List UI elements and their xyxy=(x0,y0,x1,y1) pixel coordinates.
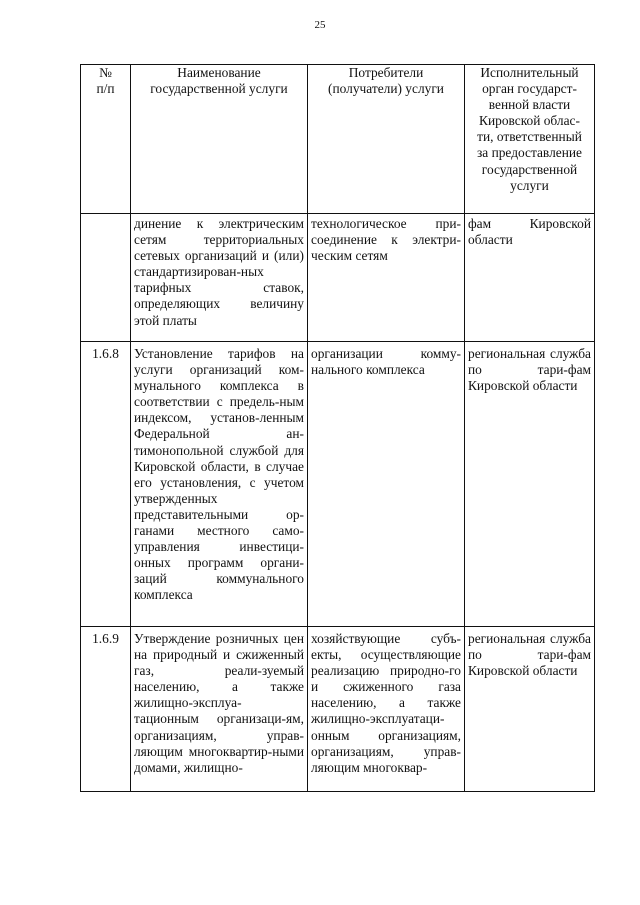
row-num: 1.6.8 xyxy=(81,342,131,627)
row-authority: региональная служба по тари-фам Кировской области xyxy=(465,627,595,792)
row-service: динение к электрическим сетям территориальных сетевых организаций и (или) стандартизирован-ных тарифных ставок, определяющих величину этой платы xyxy=(131,214,308,342)
row-num xyxy=(81,214,131,342)
table-row xyxy=(81,214,595,342)
header-authority: Исполнительный орган государст- венной власти Кировской облас- ти, ответственный за предоставление государственной услуги xyxy=(465,65,595,214)
row-service: Утверждение розничных цен на природный и сжиженный газ, реали-зуемый населению, а также жилищно-эксплуа-тационным организаци-ям, организациям, управ-ляющим многоквартир-ными домами, жилищно- xyxy=(131,627,308,792)
row-authority: фам Кировской области xyxy=(465,214,595,342)
header-service: Наименование государственной услуги xyxy=(131,65,308,214)
header-consumers: Потребители (получатели) услуги xyxy=(308,65,465,214)
table-header-row xyxy=(81,65,595,214)
page-number: 25 xyxy=(314,19,326,31)
services-table xyxy=(80,64,595,792)
row-authority: региональная служба по тари-фам Кировской области xyxy=(465,342,595,627)
row-consumers: технологическое при-соединение к электри-ческим сетям xyxy=(308,214,465,342)
row-consumers: хозяйствующие субъ-екты, осуществляющие реализацию природно-го и сжиженного газа населению, а также жилищно-эксплуатаци-онным организациям, организациям, управ-ляющим многоквар- xyxy=(308,627,465,792)
row-service: Установление тарифов на услуги организаций ком-мунального комплекса в соответствии с предель-ным индексом, установ-ленным Федеральной ан-тимонопольной службой для Кировской области, в случае его установления, с учетом утвержденных представительными ор-ганами местного само-управления инвестици-онных программ органи-заций коммунального комплекса xyxy=(131,342,308,627)
header-num: № п/п xyxy=(81,65,131,214)
table-row xyxy=(81,342,595,627)
table-row xyxy=(81,627,595,792)
row-num: 1.6.9 xyxy=(81,627,131,792)
row-consumers: организации комму-нального комплекса xyxy=(308,342,465,627)
